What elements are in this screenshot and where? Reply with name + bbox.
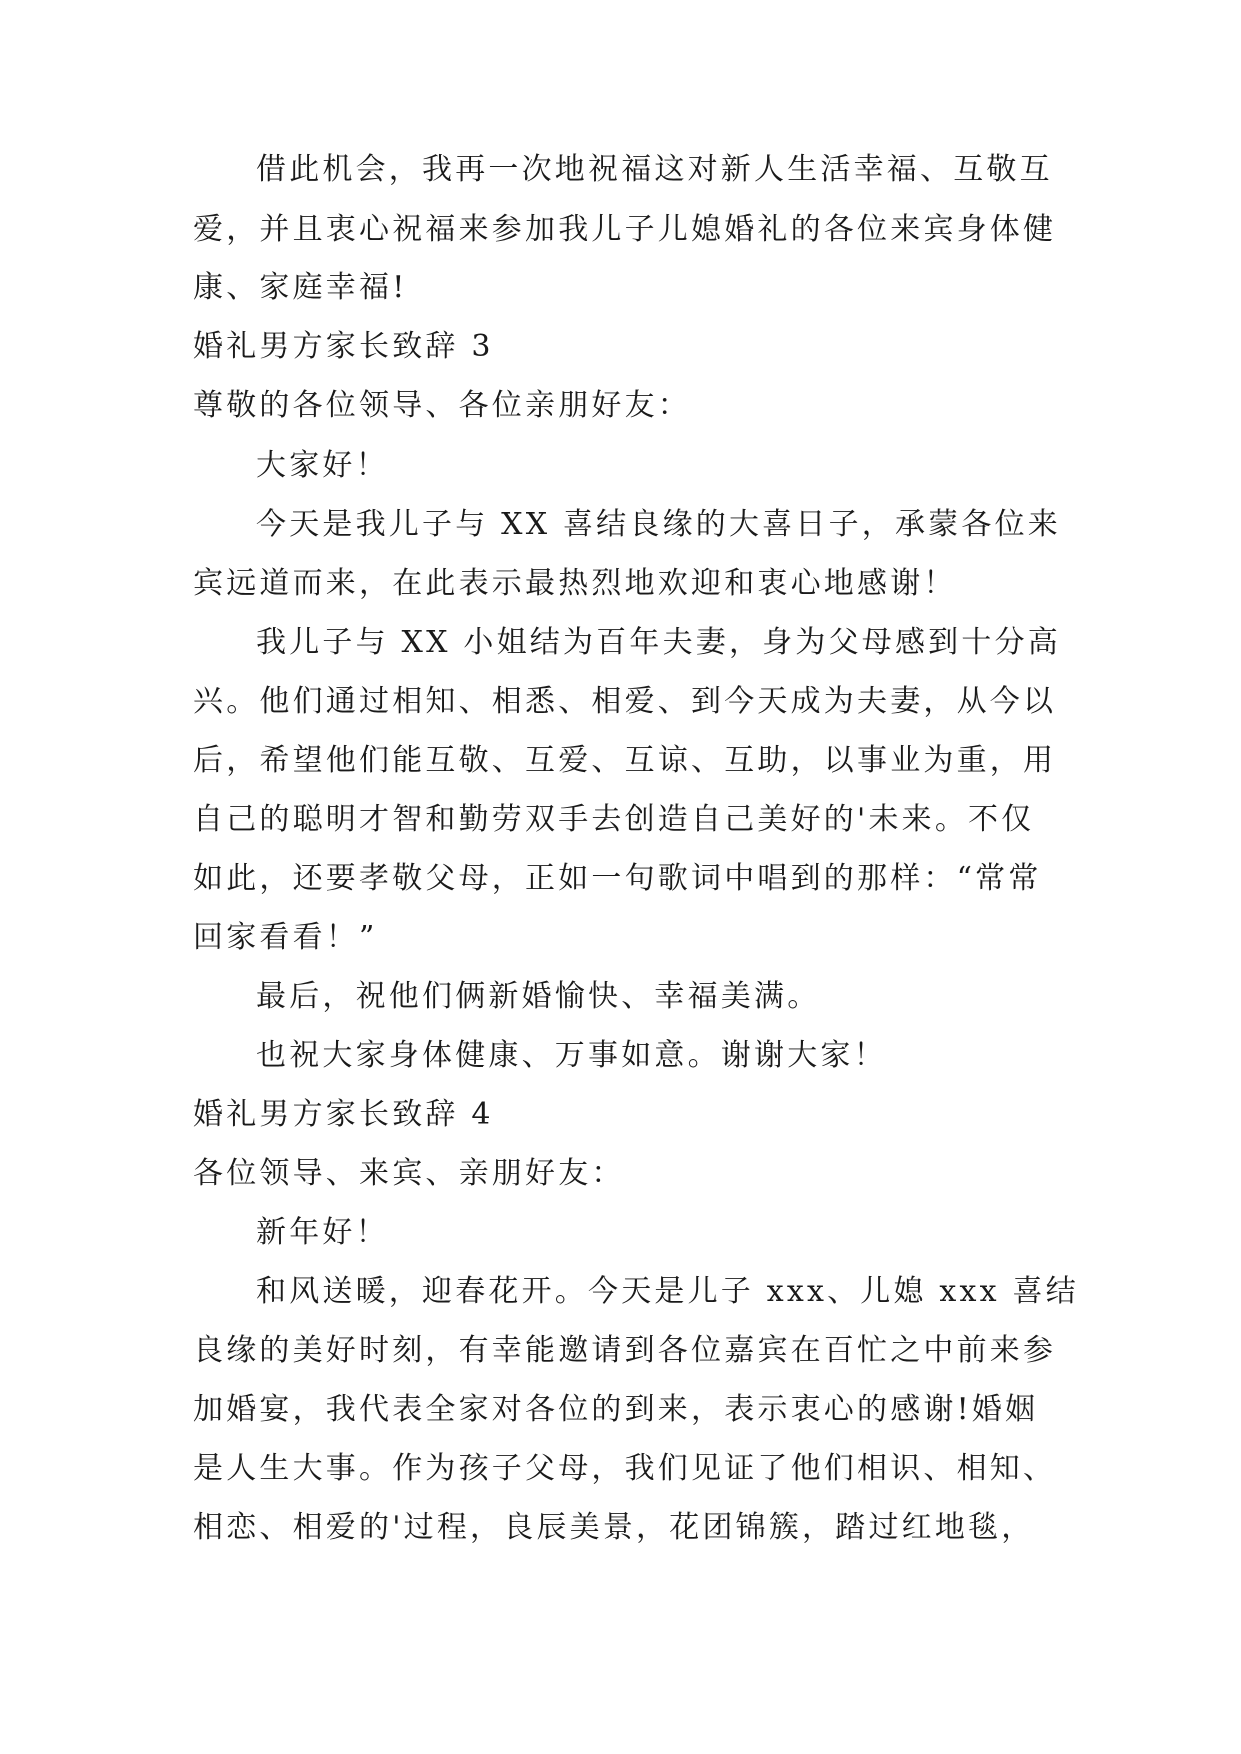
paragraph-line: 康、家庭幸福! bbox=[193, 270, 408, 305]
paragraph-line: 是人生大事。作为孩子父母，我们见证了他们相识、相知、 bbox=[193, 1451, 1057, 1486]
paragraph-line: 借此机会，我再一次地祝福这对新人生活幸福、互敬互 bbox=[256, 152, 1053, 187]
paragraph-line: 如此，还要孝敬父母，正如一句歌词中唱到的那样：“常常 bbox=[193, 861, 1042, 896]
salutation: 尊敬的各位领导、各位亲朋好友： bbox=[193, 388, 691, 423]
paragraph-line: 加婚宴，我代表全家对各位的到来，表示衷心的感谢!婚姻 bbox=[193, 1392, 1039, 1427]
paragraph-line: 也祝大家身体健康、万事如意。谢谢大家！ bbox=[256, 1038, 887, 1073]
paragraph-line: 后，希望他们能互敬、互爱、互谅、互助，以事业为重，用 bbox=[193, 743, 1057, 778]
paragraph-line: 最后，祝他们俩新婚愉快、幸福美满。 bbox=[256, 979, 821, 1014]
paragraph-line: 宾远道而来，在此表示最热烈地欢迎和衷心地感谢！ bbox=[193, 566, 957, 601]
paragraph-line: 自己的聪明才智和勤劳双手去创造自己美好的'未来。不仅 bbox=[193, 802, 1035, 837]
paragraph-line: 相恋、相爱的'过程，良辰美景，花团锦簇，踏过红地毯， bbox=[193, 1510, 1035, 1545]
paragraph-line: 今天是我儿子与 XX 喜结良缘的大喜日子，承蒙各位来 bbox=[256, 507, 1061, 542]
paragraph-line: 和风送暖，迎春花开。今天是儿子 xxx、儿媳 xxx 喜结 bbox=[256, 1274, 1079, 1309]
paragraph-line: 我儿子与 XX 小姐结为百年夫妻，身为父母感到十分高 bbox=[256, 625, 1061, 660]
greeting: 大家好！ bbox=[256, 448, 389, 483]
paragraph-line: 爱，并且衷心祝福来参加我儿子儿媳婚礼的各位来宾身体健 bbox=[193, 212, 1057, 247]
paragraph-line: 回家看看！” bbox=[193, 920, 378, 955]
section-heading: 婚礼男方家长致辞 3 bbox=[193, 329, 494, 364]
greeting: 新年好！ bbox=[256, 1215, 389, 1250]
section-heading: 婚礼男方家长致辞 4 bbox=[193, 1097, 494, 1132]
paragraph-line: 良缘的美好时刻，有幸能邀请到各位嘉宾在百忙之中前来参 bbox=[193, 1333, 1057, 1368]
salutation: 各位领导、来宾、亲朋好友： bbox=[193, 1156, 625, 1191]
paragraph-line: 兴。他们通过相知、相悉、相爱、到今天成为夫妻，从今以 bbox=[193, 684, 1057, 719]
